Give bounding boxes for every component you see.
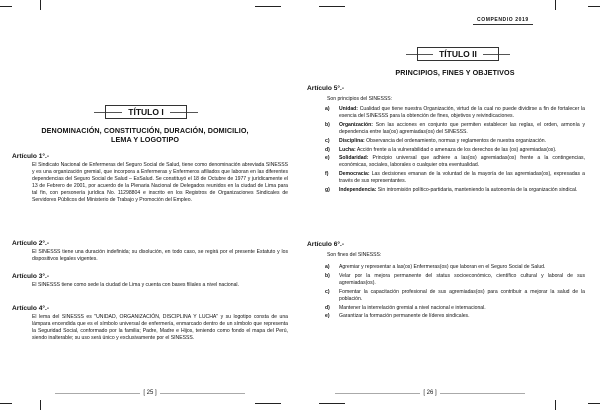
page-number-right (415, 390, 445, 396)
page-number-left-text: [ 25 ] (140, 390, 159, 396)
article-5-label: Artículo 5°.- (307, 85, 345, 92)
fin-item (325, 305, 585, 312)
principle-item (325, 155, 585, 169)
article-2-text: El SINESSS tiene una duración indefinida; su disolución, en todo caso, se regirá por el presente Estatuto y los dispositivos legales vigentes. (32, 249, 288, 262)
article-2-label: Artículo 2°.- (12, 240, 50, 247)
left-page (10, 0, 295, 410)
fines-list (325, 264, 585, 322)
principle-term: Democracia: (339, 171, 370, 178)
principle-term: Lucha: (339, 146, 356, 153)
list-marker: f) (325, 171, 329, 178)
list-marker: c) (325, 137, 330, 144)
list-item-text: Cualidad que tiene nuestra Organización, virtud de la cual no puede dividirse a fin de fortalecer la esencia del SINESSS para la obtención de fines, objetivos y reivindicaciones. (339, 106, 585, 119)
list-item-text: Velar por la mejora permanente del status socioeconómico, científico cultural y laboral de sus agremiadas(os). (339, 272, 585, 286)
article-6-intro: Son fines del SINESSS: (327, 252, 382, 258)
article-3-label: Artículo 3°.- (12, 273, 50, 280)
article-6-label: Artículo 6°.- (307, 241, 345, 248)
titulo-i-label: TÍTULO I (122, 107, 169, 117)
list-marker: c) (325, 288, 330, 295)
list-marker: e) (325, 155, 330, 162)
title-box-titulo-ii (417, 47, 499, 61)
article-5-intro: Son principios del SINESSS: (327, 96, 393, 102)
article-1-label: Artículo 1°.- (12, 153, 50, 160)
principle-item (325, 138, 585, 145)
list-item-text: Principio universal que adhiere a las(os) agremiadas(os) frente a la contingencias, económicas, sociales, laborales o cualquier otra eventualidad. (339, 155, 585, 169)
title-box-titulo-i (105, 105, 187, 119)
list-marker: a) (325, 106, 330, 112)
principle-item (325, 171, 585, 185)
article-4-label: Artículo 4°.- (12, 305, 50, 312)
list-marker: e) (325, 313, 330, 320)
fin-item (325, 289, 585, 303)
list-item-text: Fomentar la capacitación profesional de sus agremiadas(os) para contribuir a mejorar la salud de la población. (339, 288, 585, 302)
list-marker: g) (325, 187, 330, 194)
list-item-text: Observancia del ordenamiento, normas y reglamentos de nuestra organización. (364, 137, 546, 144)
fin-item (325, 264, 585, 271)
left-section-heading: DENOMINACIÓN, CONSTITUCIÓN, DURACIÓN, DOMICILIO, LEMA Y LOGOTIPO (41, 126, 249, 144)
article-3-text: El SINESSS tiene como sede la ciudad de Lima y cuenta con bases filiales a nivel nacional. (32, 282, 239, 288)
principle-item (325, 122, 585, 136)
principle-term: Unidad: (339, 106, 358, 112)
compendio-header: COMPENDIO 2019 (477, 17, 529, 23)
list-marker: b) (325, 272, 330, 279)
right-page (305, 0, 590, 410)
page-number-right-text: [ 26 ] (420, 390, 439, 396)
principle-term: Disciplina: (339, 137, 365, 144)
list-item-text: Las decisiones emanan de la voluntad de la mayoría de las agremiadas(os), expresadas a través de sus representantes. (339, 171, 585, 185)
list-marker: a) (325, 264, 330, 270)
right-section-heading: PRINCIPIOS, FINES Y OBJETIVOS (395, 68, 515, 77)
fin-item (325, 273, 585, 287)
list-item-text: Agremiar y representar a las(os) Enfermeras(os) que laboran en el Seguro Social de Salud. (339, 264, 546, 270)
principle-item (325, 106, 585, 120)
list-marker: d) (325, 304, 330, 311)
list-item-text: Garantizar la formación permanente de líderes sindicales. (339, 313, 470, 320)
principles-list (325, 106, 585, 196)
article-4-text: El lema del SINESSS es "UNIDAD, ORGANIZACIÓN, DISCIPLINA Y LUCHA" y su logotipo consta de una lámpara encendida que es el símbolo universal de enfermería, enmarcado dentro de un símbolo que representa la Seguridad Social, conformado por la familia; Padre, Madre e Hijos, teniendo como fondo el mapa del Perú, siendo inalterable; su uso será único y exclusivamente por el SINESSS. (32, 314, 288, 341)
principle-term: Solidaridad: (339, 155, 369, 162)
list-item-text: Acción frente a la vulnerabilidad o amenaza de los derechos de las (os) agremiadas(os). (355, 146, 557, 153)
list-item-text: Son las acciones en conjunto que permiten establecer las reglas, el orden, armonía y dependencia entre las(os) agremiadas(os) del SINESSS. (339, 121, 585, 135)
list-item-text: Mantener la interrelación gremial a nivel nacional e internacional. (339, 304, 486, 311)
list-marker: b) (325, 121, 330, 128)
principle-term: Independencia: (339, 187, 377, 194)
page-number-left (135, 390, 165, 396)
principle-term: Organización: (339, 121, 373, 128)
titulo-ii-label: TÍTULO II (433, 49, 483, 59)
principle-item (325, 187, 585, 194)
article-1-text: El Sindicato Nacional de Enfermeras del Seguro Social de Salud, tiene como denominación abreviada SINESSS y es una organización gremial, que incorpora a Enfermeras y Enfermeros afiliados que laboran en las diferentes dependencias del Seguro Social de Salud – EsSalud. Se constituyó el 18 de Octubre de 1977 y jurídicamente el 13 de Febrero de 2001, por acuerdo de la Plenaria Nacional de Delegados reunidos en la ciudad de Lima para tal fin, con personería jurídica No. 11298804 e inscrito en los Registros de Organizaciones Sindicales de Servidores Públicos del Ministerio de Trabajo y Promoción del Empleo. (32, 162, 288, 203)
list-item-text: Sin intromisión político-partidaria, manteniendo la autonomía de la organización sindical. (376, 187, 578, 194)
list-marker: d) (325, 146, 330, 153)
fin-item (325, 313, 585, 320)
principle-item (325, 147, 585, 154)
